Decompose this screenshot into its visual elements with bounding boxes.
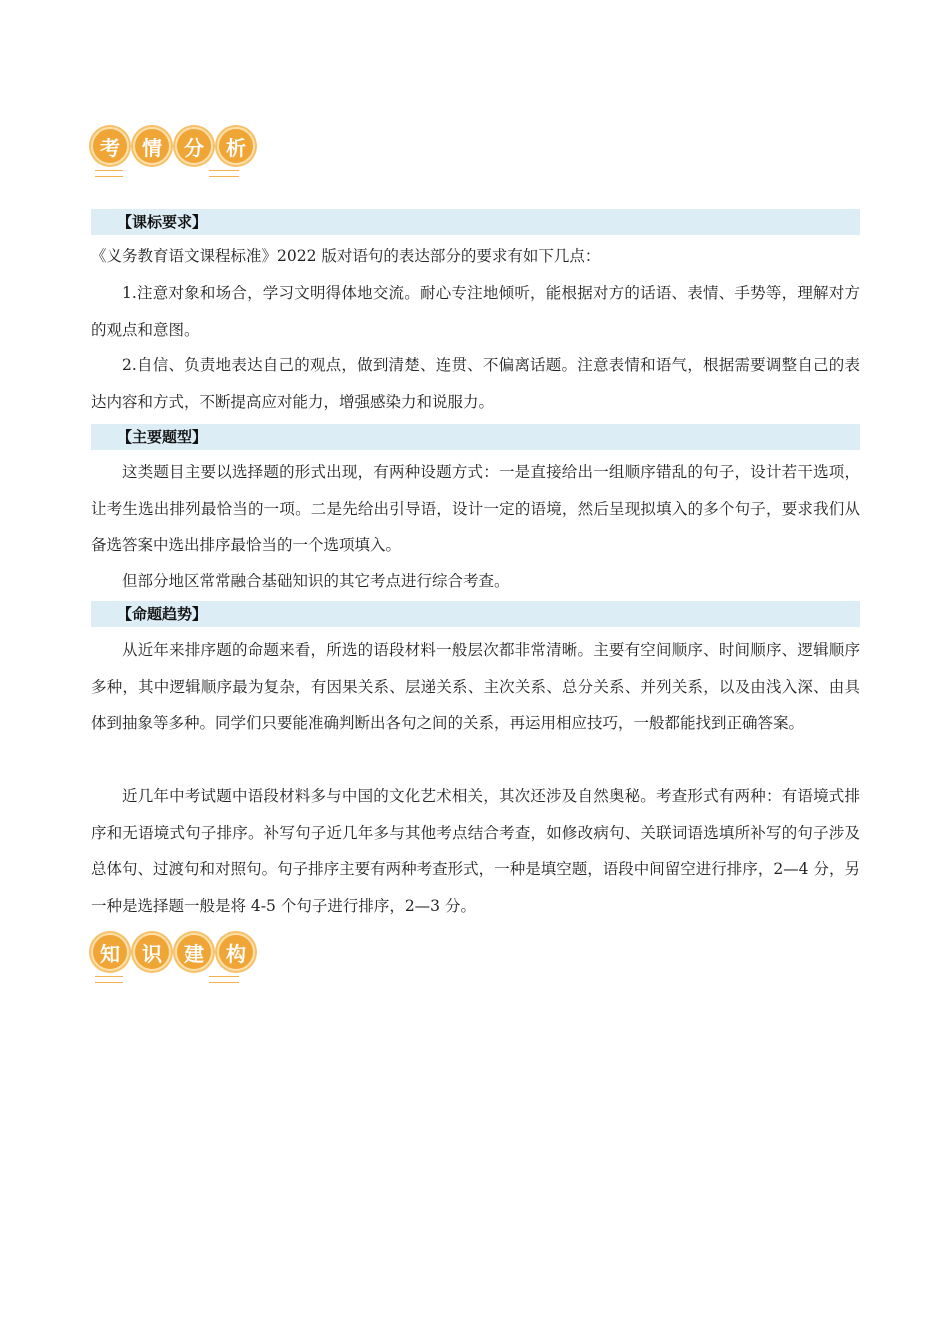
banner-knowledge-char-4: 构 — [217, 933, 255, 971]
banner-analysis — [91, 127, 255, 165]
standard-point-1: 1.注意对象和场合，学习文明得体地交流。耐心专注地倾听，能根据对方的话语、表情、手势等，理解对方的观点和意图。 — [91, 284, 860, 339]
banner-knowledge-char-1: 知 — [91, 933, 129, 971]
banner-underline-left — [95, 976, 123, 983]
trend-paragraph-1: 从近年来排序题的命题来看，所选的语段材料一般层次都非常清晰。主要有空间顺序、时间顺序、逻辑顺序多种，其中逻辑顺序最为复杂，有因果关系、层递关系、主次关系、总分关系、并列关系，以及由浅入深、由具体到抽象等多种。同学们只要能准确判断出各句之间的关系，再运用相应技巧，一般都能找到正确答案。 — [91, 641, 860, 732]
banner-analysis-char-2: 情 — [133, 127, 171, 165]
standard-point-2: 2.自信、负责地表达自己的观点，做到清楚、连贯、不偏离话题。注意表情和语气，根据需要调整自己的表达内容和方式，不断提高应对能力，增强感染力和说服力。 — [91, 356, 860, 411]
section-heading-types: 【主要题型】 — [91, 424, 860, 450]
banner-analysis-char-1: 考 — [91, 127, 129, 165]
section-heading-trend: 【命题趋势】 — [91, 601, 860, 627]
banner-knowledge — [91, 933, 255, 971]
standard-intro: 《义务教育语文课程标准》2022 版对语句的表达部分的要求有如下几点： — [91, 247, 601, 265]
banner-analysis-char-3: 分 — [175, 127, 213, 165]
section-heading-standard: 【课标要求】 — [91, 209, 860, 235]
banner-knowledge-char-2: 识 — [133, 933, 171, 971]
banner-underline-right — [209, 976, 239, 983]
types-paragraph-1: 这类题目主要以选择题的形式出现，有两种设题方式：一是直接给出一组顺序错乱的句子，设计若干选项，让考生选出排列最恰当的一项。二是先给出引导语，设计一定的语境，然后呈现拟填入的多个句子，要求我们从备选答案中选出排序最恰当的一个选项填入。 — [91, 463, 860, 554]
banner-underline-left — [95, 170, 123, 177]
trend-paragraph-2: 近几年中考试题中语段材料多与中国的文化艺术相关，其次还涉及自然奥秘。考查形式有两种：有语境式排序和无语境式句子排序。补写句子近几年多与其他考点结合考查，如修改病句、关联词语选填所补写的句子涉及总体句、过渡句和对照句。句子排序主要有两种考查形式，一种是填空题，语段中间留空进行排序，2—4 分，另一种是选择题一般是将 4-5 个句子进行排序，2—3 分。 — [91, 787, 860, 915]
banner-knowledge-char-3: 建 — [175, 933, 213, 971]
banner-analysis-char-4: 析 — [217, 127, 255, 165]
banner-underline-right — [209, 170, 239, 177]
types-paragraph-2: 但部分地区常常融合基础知识的其它考点进行综合考查。 — [122, 572, 510, 590]
